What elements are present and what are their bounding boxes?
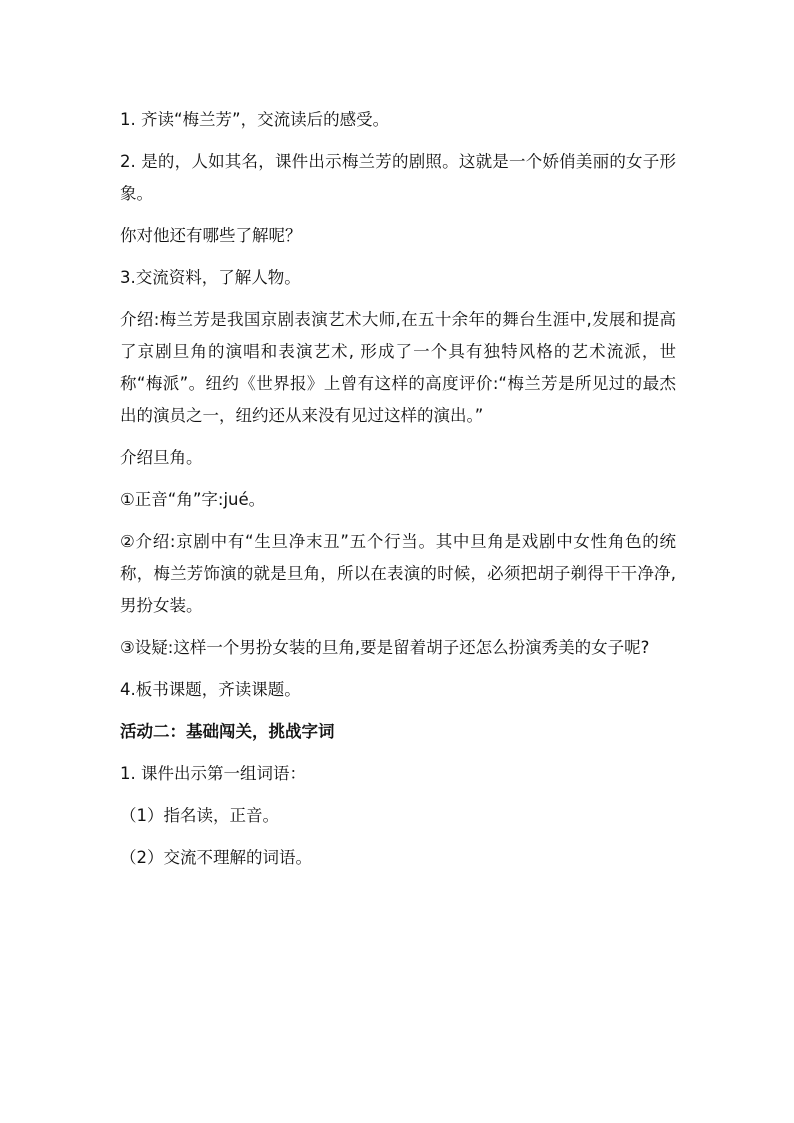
paragraph-4: 3.交流资料，了解人物。 xyxy=(120,268,301,287)
paragraph-pronunciation: ①正音“角”字:jué。 xyxy=(120,490,266,509)
paragraph-introduction: 介绍:梅兰芳是我国京剧表演艺术大师,在五十余年的舞台生涯中,发展和提高了京剧旦角的演唱和表演艺术, 形成了一个具有独特风格的艺术流派，世称“梅派”。纽约《世界报》上曾有这样的高度评价:“梅兰芳是所见过的最杰出的演员之一，纽约还从来没有见过这样的演出。” xyxy=(120,310,676,425)
section-heading-activity-2: 活动二：基础闯关，挑战字词 xyxy=(120,722,335,741)
paragraph-3: 你对他还有哪些了解呢？ xyxy=(120,226,302,245)
paragraph-word-group: 1. 课件出示第一组词语： xyxy=(120,764,306,783)
paragraph-2: 2. 是的，人如其名，课件出示梅兰芳的剧照。这就是一个娇俏美丽的女子形象。 xyxy=(120,152,676,203)
paragraph-question: ③设疑:这样一个男扮女装的旦角,要是留着胡子还怎么扮演秀美的女子呢? xyxy=(120,638,650,657)
paragraph-1: 1. 齐读“梅兰芳”，交流读后的感受。 xyxy=(120,110,390,129)
paragraph-dan-role: 介绍旦角。 xyxy=(120,448,203,467)
paragraph-title-writing: 4.板书课题，齐读课题。 xyxy=(120,680,301,699)
paragraph-read-aloud: （1）指名读，正音。 xyxy=(120,806,279,825)
paragraph-discuss-words: （2）交流不理解的词语。 xyxy=(120,848,312,867)
document-body xyxy=(120,104,676,884)
paragraph-role-explanation: ②介绍:京剧中有“生旦净末丑”五个行当。其中旦角是戏剧中女性角色的统称，梅兰芳饰演的就是旦角，所以在表演的时候，必须把胡子剃得干干净净,男扮女装。 xyxy=(120,532,676,615)
